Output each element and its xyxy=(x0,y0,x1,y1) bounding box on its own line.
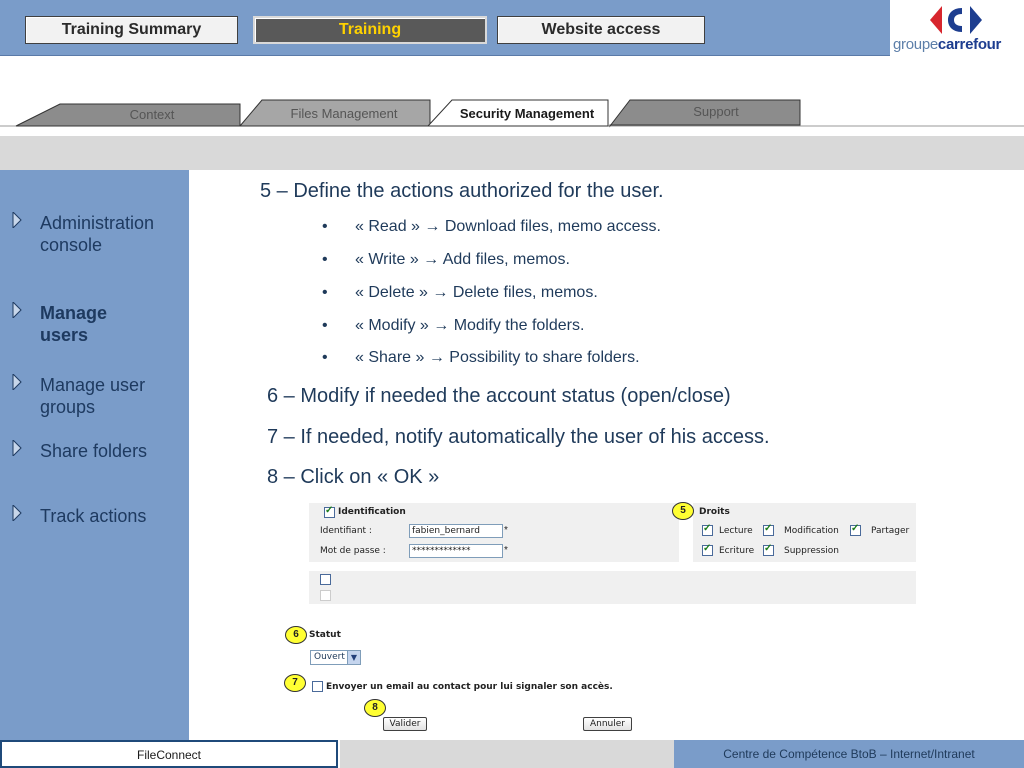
tab-support[interactable]: Support xyxy=(693,104,739,119)
step-7-heading: 7 – If needed, notify automatically the user of his access. xyxy=(267,426,770,448)
sidebar-item-label: Track actions xyxy=(40,506,147,526)
chevron-right-icon xyxy=(0,212,40,256)
footer-credit: Centre de Compétence BtoB – Internet/Intranet xyxy=(674,740,1024,768)
sidebar-item-share-folders[interactable] xyxy=(0,440,189,462)
annuler-button[interactable]: Annuler xyxy=(583,717,632,731)
carrefour-logo-icon xyxy=(890,0,1024,40)
grey-separator-band xyxy=(0,136,1024,170)
sidebar xyxy=(0,170,189,740)
partager-checkbox[interactable] xyxy=(850,525,861,536)
identification-title: Identification xyxy=(338,507,406,517)
valider-button[interactable]: Valider xyxy=(383,717,427,731)
nav-training-summary-button[interactable]: Training Summary xyxy=(25,16,238,44)
suppression-checkbox[interactable] xyxy=(763,545,774,556)
footer-fileconnect: FileConnect xyxy=(0,740,338,768)
tab-security-management[interactable]: Security Management xyxy=(459,106,595,121)
chevron-right-icon xyxy=(0,374,40,418)
modification-checkbox[interactable] xyxy=(763,525,774,536)
brand-logo-text: groupecarrefour xyxy=(893,36,1002,53)
sidebar-item-track-actions[interactable] xyxy=(0,505,189,527)
nav-website-access-button[interactable]: Website access xyxy=(497,16,705,44)
footer-spacer xyxy=(340,740,674,768)
required-mark: * xyxy=(504,545,508,556)
lecture-label: Lecture xyxy=(719,526,753,536)
identification-checkbox[interactable] xyxy=(324,507,335,518)
tab-files-management[interactable]: Files Management xyxy=(290,106,398,121)
lecture-checkbox[interactable] xyxy=(702,525,713,536)
list-item: • « Share » → Possibility to share folders. xyxy=(322,349,640,366)
step-8-badge: 8 xyxy=(364,699,386,717)
option-checkbox[interactable] xyxy=(320,574,331,585)
sub-tab-shapes xyxy=(0,56,1024,136)
chevron-right-icon xyxy=(0,302,40,346)
identifiant-label: Identifiant : xyxy=(320,526,372,536)
step-7-badge: 7 xyxy=(284,674,306,692)
tab-context[interactable]: Context xyxy=(129,107,175,122)
email-notify-label: Envoyer un email au contact pour lui signaler son accès. xyxy=(326,682,613,692)
step-6-heading: 6 – Modify if needed the account status (open/close) xyxy=(267,385,731,407)
password-input[interactable]: ************* xyxy=(409,544,503,558)
identifiant-input[interactable]: fabien_bernard xyxy=(409,524,503,538)
modification-label: Modification xyxy=(784,526,839,536)
statut-select[interactable]: Ouvert ▼ xyxy=(310,650,361,665)
statut-title: Statut xyxy=(309,630,341,640)
sidebar-item-label: Administration console xyxy=(40,213,155,255)
chevron-right-icon xyxy=(0,505,40,527)
password-label: Mot de passe : xyxy=(320,546,386,556)
sidebar-item-manage-user-groups[interactable] xyxy=(0,374,189,418)
option-checkbox-disabled xyxy=(320,590,331,601)
required-mark: * xyxy=(504,525,508,536)
email-notify-checkbox[interactable] xyxy=(312,681,323,692)
list-item: • « Modify » → Modify the folders. xyxy=(322,317,585,334)
sidebar-item-label: Share folders xyxy=(40,441,148,461)
sidebar-item-label: Manage users xyxy=(40,303,108,345)
sidebar-item-label: Manage user groups xyxy=(40,375,146,417)
chevron-right-icon xyxy=(0,440,40,462)
sidebar-item-administration-console[interactable] xyxy=(0,212,189,256)
ecriture-checkbox[interactable] xyxy=(702,545,713,556)
step-6-badge: 6 xyxy=(285,626,307,644)
sidebar-item-manage-users[interactable] xyxy=(0,302,189,346)
droits-title: Droits xyxy=(699,507,730,517)
ecriture-label: Ecriture xyxy=(719,546,755,556)
extra-options-panel xyxy=(309,571,916,604)
step-8-heading: 8 – Click on « OK » xyxy=(267,466,440,488)
suppression-label: Suppression xyxy=(784,546,839,556)
partager-label: Partager xyxy=(871,526,910,536)
chevron-down-icon: ▼ xyxy=(347,651,360,664)
list-item: • « Write » → Add files, memos. xyxy=(322,251,570,268)
list-item: • « Read » → Download files, memo access. xyxy=(322,218,661,235)
step-5-badge: 5 xyxy=(672,502,694,520)
step-5-heading: 5 – Define the actions authorized for the user. xyxy=(260,180,664,202)
nav-training-button[interactable]: Training xyxy=(253,16,487,44)
list-item: • « Delete » → Delete files, memos. xyxy=(322,284,598,301)
